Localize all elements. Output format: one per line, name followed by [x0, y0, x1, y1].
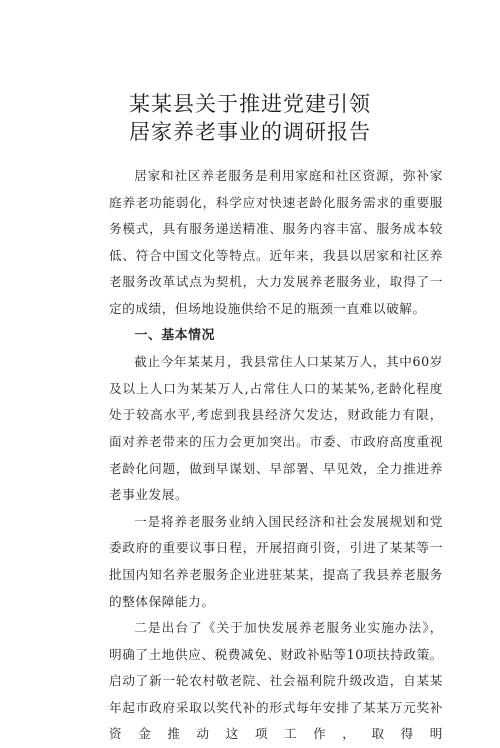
document-title-line2: 居家养老事业的调研报告	[129, 120, 371, 144]
section-heading-basic-situation: 一、基本情况	[134, 327, 215, 343]
document-title-line1: 某某县关于推进党建引领	[129, 92, 371, 116]
paragraph-measure-one: 一是将养老服务业纳入国民经济和社会发展规划和党委政府的重要议事日程，开展招商引资，引进了某某等一批国内知名养老服务企业进驻某某，提高了我县养老服务的整体保障能力。	[109, 513, 443, 609]
paragraph-population: 截止今年某某月，我县常住人口某某万人，其中60岁及以上人口为某某万人,占常住人口的某某%,老龄化程度处于较高水平,考虑到我县经济欠发达，财政能力有限，面对养老带来的压力会更加突出。市委、市政府高度重视老龄化问题，做到早谋划、早部署、早见效，全力推进养老事业发展。	[109, 354, 443, 503]
paragraph-measure-two: 二是出台了《关于加快发展养老服务业实施办法》，明确了土地供应、税费减免、财政补贴等10项扶持政策。启动了新一轮农村敬老院、社会福利院升级改造，自某某年起市政府采取以奖代补的形式每年安排了某某万元奖补资金推动这项工作，取得明	[109, 620, 443, 742]
document-body	[109, 163, 443, 748]
intro-paragraph: 居家和社区养老服务是利用家庭和社区资源，弥补家庭养老功能弱化，科学应对快速老龄化服务需求的重要服务模式，具有服务递送精准、服务内容丰富、服务成本较低、符合中国文化等特点。近年来，我县以居家和社区养老服务改革试点为契机，大力发展养老服务业，取得了一定的成绩，但场地设施供给不足的瓶颈一直难以破解。	[109, 168, 443, 316]
